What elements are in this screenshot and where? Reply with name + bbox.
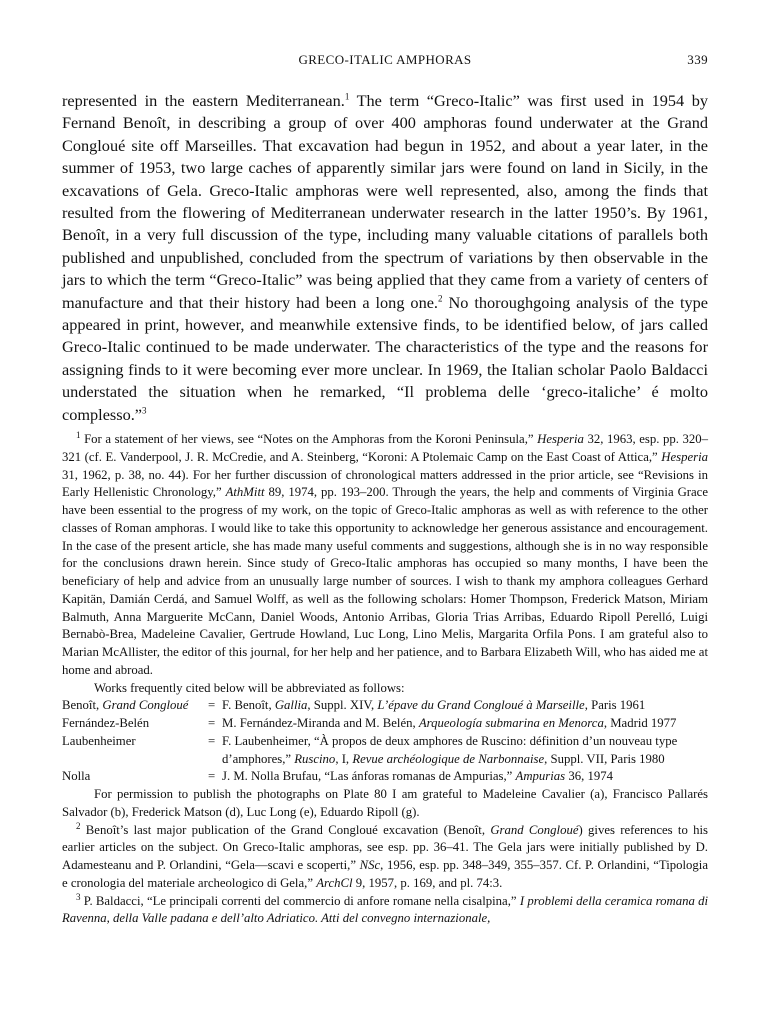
abbreviation-value: M. Fernández-Miranda and M. Belén, Arqueología submarina en Menorca, Madrid 1977	[222, 716, 677, 730]
running-header	[62, 52, 708, 74]
page-number: 339	[687, 52, 708, 67]
footnote-ref-2[interactable]: 2	[438, 293, 443, 304]
permission-note: For permission to publish the photographs on Plate 80 I am grateful to Madeleine Cavalier (a), Francisco Pallarés Salvador (b), Frederick Matson (d), Luc Long (e), Eduardo Ripoll (g).	[62, 787, 708, 819]
abbreviation-entry: Benoît, Grand Congloué = F. Benoît, Gallia, Suppl. XIV, L’épave du Grand Congloué à Marseille, Paris 1961	[62, 697, 708, 715]
works-cited-intro: Works frequently cited below will be abbreviated as follows:	[94, 680, 405, 695]
body-paragraph: represented in the eastern Mediterranean.$^1$ The term “Greco-Italic” was first used in 1954 by Fernand Benoît, in describing a group of over 400 amphoras found underwater at the Grand Congloué site off Marseilles. That excavation had begun in 1952, and about a year later, in the summer of 1953, two large caches of apparently similar jars were found on land in Sicily, in the excavations of Gela. Greco-Italic amphoras were well represented, also, among the finds that resulted from the flowering of Mediterranean underwater research in the latter 1950’s. By 1961, Benoît, in a very full discussion of the type, including many valuable citations of parallels both published and unpublished, concluded from the spectrum of variations by then observable in the jars to which the term “Greco-Italic” was being applied that they came from a variety of centers of manufacture and that their history had been a long one.$^2$ No thoroughgoing analysis of the type appeared in print, however, and meanwhile extensive finds, to be identified below, of jars called Greco-Italic continued to be made underwater. The characteristics of the type and the reasons for assigning finds to it were becoming ever more unclear. In 1969, the Italian scholar Paolo Baldacci understated the situation when he remarked, “Il problema delle ‘greco-italiche’ é molto complesso.”$^3$	[62, 91, 709, 424]
footnote-3: $^3$ P. Baldacci, “Le principali correnti del commercio di anfore romane nella cisalpina,” I problemi della ceramica romana di Ravenna, della Valle padana e dell’alto Adriatico. Atti del convegno internazionale,	[62, 891, 709, 926]
abbreviation-key: Fernández-Belén	[62, 716, 150, 730]
abbreviation-entry: Fernández-Belén = M. Fernández-Miranda and M. Belén, Arqueología submarina en Menorca, Madrid 1977	[62, 715, 708, 733]
main-text	[62, 90, 708, 426]
footnote-2: $^2$ Benoît’s last major publication of the Grand Congloué excavation (Benoît, Grand Congloué) gives references to his earlier articles on the subject. On Greco-Italic amphoras, see esp. pp. 36–41. The Gela jars were initially published by D. Adamesteanu and P. Orlandini, “Gela—scavi e scoperti,” NSc, 1956, esp. pp. 348–349, 355–357. Cf. P. Orlandini, “Tipologia e cronologia del materiale archeologico di Gela,” ArchCl 9, 1957, p. 169, and pl. 74:3.	[62, 820, 708, 890]
abbreviation-key: Benoît, Grand Congloué	[62, 698, 189, 713]
abbreviation-key: Laubenheimer	[62, 733, 136, 748]
running-title: GRECO-ITALIC AMPHORAS	[298, 52, 472, 67]
footnote-ref-3[interactable]: 3	[142, 405, 147, 416]
abbreviation-value: F. Laubenheimer, “À propos de deux amphores de Ruscino: définition d’un nouveau type d’amphores,” Ruscino, I, Revue archéologique de Narbonnaise, Suppl. VII, Paris 1980	[222, 733, 678, 766]
footnote-ref-1[interactable]: 1	[344, 91, 350, 102]
footnote-1: $^1$ For a statement of her views, see “Notes on the Amphoras from the Koroni Peninsula,” Hesperia 32, 1963, esp. pp. 320–321 (cf. E. Vanderpool, J. R. McCredie, and A. Steinberg, “Koroni: A Ptolemaic Camp on the East Coast of Attica,” Hesperia 31, 1962, p. 38, no. 44). For her further discussion of chronological matters addressed in the prior article, see “Revisions in Early Hellenistic Chronology,” AthMitt 89, 1974, pp. 193–200. Through the years, the help and comments of Virginia Grace have been essential to the progress of my work, on the topic of Greco-Italic amphoras as well as with reference to the other classes of Roman amphoras. I would like to take this opportunity to acknowledge her generous assistance and encouragement. In the case of the present article, she has made many useful comments and suggestions, although she is in no way responsible for the conclusions drawn herein. Since study of Greco-Italic amphoras has occupied so many months, I have been the beneficiary of help and advice from an unusually large number of sources. I wish to thank my amphora colleagues Gerhard Kapitän, Damián Cerdá, and Samuel Wolff, as well as the following scholars: Homer Thompson, Frederick Matson, Miriam Balmuth, Anna Marguerite McCann, Daniel Woods, Antonio Arribas, Gloria Trias Arribas, Eduardo Ripoll Perelló, Luigi Bernabò-Brea, Madeleine Cavalier, Gertrude Howland, Luc Long, Lino Melis, Margarita Orfila Pons. I am grateful also to Marian McAllister, the editor of this journal, for her help and her patience, and to Barbara Elizabeth Will, who has aided me at home and abroad.	[62, 429, 709, 677]
abbreviation-value: F. Benoît, Gallia, Suppl. XIV, L’épave du Grand Congloué à Marseille, Paris 1961	[222, 698, 646, 713]
abbreviation-key: Nolla	[62, 769, 91, 784]
footnotes	[62, 431, 708, 928]
abbreviation-entry: Laubenheimer = F. Laubenheimer, “À propos de deux amphores de Ruscino: définition d’un nouveau type d’amphores,” Ruscino, I, Revue archéologique de Narbonnaise, Suppl. VII, Paris 1980	[62, 733, 708, 769]
abbreviation-entry: Nolla = J. M. Nolla Brufau, “Las ánforas romanas de Ampurias,” Ampurias 36, 1974	[62, 768, 708, 786]
abbreviation-value: J. M. Nolla Brufau, “Las ánforas romanas de Ampurias,” Ampurias 36, 1974	[222, 769, 613, 784]
